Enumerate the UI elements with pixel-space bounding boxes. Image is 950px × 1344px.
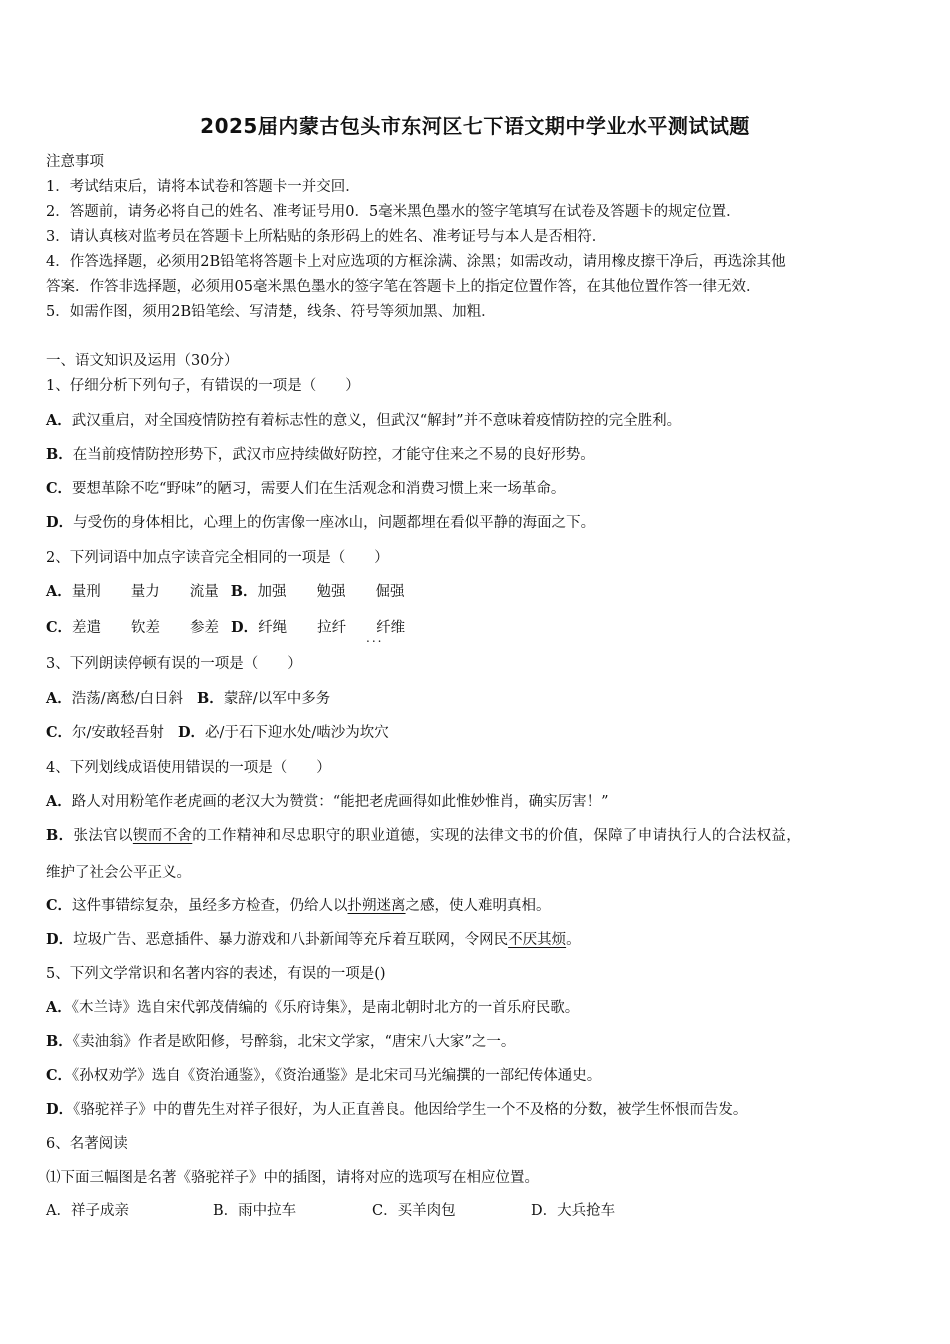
q1-option-d-text: 与受伤的身体相比，心理上的伤害像一座冰山，问题都埋在看似平静的海面之下。 (73, 515, 596, 531)
q5-option-d (46, 1100, 747, 1120)
q3-option-d-key: D． (177, 724, 206, 741)
q1-option-c-key: C． (46, 480, 73, 497)
q4-option-b-key: B． (46, 827, 74, 844)
q4-option-a (46, 792, 609, 812)
q4-option-b-text: 张法官以 (73, 828, 133, 844)
q2-word: 钦差 (131, 620, 161, 636)
q5-option-a-text: 《木兰诗》选自宋代郭茂倩编的《乐府诗集》，是南北朝时北方的一首乐府民歌。 (71, 1000, 580, 1016)
q3-option-b-text: 蒙辞/以军中多务 (223, 691, 331, 707)
q1-option-b-key: B． (46, 446, 73, 463)
q4-option-c-text: 这件事错综复杂，虽经多方检查，仍给人以 (72, 898, 348, 914)
q4-option-c (46, 896, 551, 916)
underlined-idiom: 扑朔迷离 (347, 898, 406, 914)
q1-option-d (46, 513, 595, 533)
q2-word: 流量 (189, 584, 219, 600)
q3-option-c-text: 尔/安敢轻吾射 (72, 725, 164, 741)
q5-option-b-key: B． (46, 1033, 73, 1050)
question-5-stem: 5、下列文学常识和名著内容的表述，有误的一项是() (46, 966, 386, 982)
notice-item-4-cont: 答案．作答非选择题，必须用05毫米黑色墨水的签字笔在答题卡上的指定位置作答，在其他位置作答一律无效． (46, 279, 761, 295)
notice-item-4: 4．作答选择题，必须用2B铅笔将答题卡上对应选项的方框涂满、涂黑；如需改动，请用橡皮擦干净后，再选涂其他 (46, 254, 786, 270)
q5-option-b-text: 《卖油翁》作者是欧阳修，号醉翁，北宋文学家，“唐宋八大家”之一。 (72, 1034, 516, 1050)
q2-word: 参差 (190, 620, 220, 636)
notice-item-1: 1．考试结束后，请将本试卷和答题卡一并交回． (46, 179, 360, 195)
q2-word: 差遣 (72, 620, 102, 636)
q4-option-b-text-rest: 的工作精神和尽忠职守的职业道德，实现的法律文书的价值，保障了申请执行人的合法权益， (192, 828, 802, 844)
q3-row-ab (46, 689, 330, 709)
q2-option-a-key: A． (46, 583, 72, 600)
q4-option-a-key: A． (46, 793, 72, 810)
q6-choice-c: C．买羊肉包 (372, 1203, 456, 1219)
q2-word: 量刑 (71, 584, 101, 600)
q3-option-c-key: C． (46, 724, 73, 741)
q4-option-d-text: 垃圾广告、恶意插件、暴力游戏和八卦新闻等充斥着互联网，令网民 (73, 932, 509, 948)
question-4-stem: 4、下列划线成语使用错误的一项是（ ） (46, 760, 331, 776)
underlined-idiom: 不厌其烦 (508, 932, 567, 948)
q1-option-d-key: D． (46, 514, 74, 531)
q2-word: 量力 (130, 584, 160, 600)
q2-word: 拉纤 (317, 620, 347, 636)
q4-option-c-key: C． (46, 897, 73, 914)
q4-option-d-text-rest: 。 (566, 932, 581, 948)
question-3-stem: 3、下列朗读停顿有误的一项是（ ） (46, 656, 302, 672)
q1-option-a (46, 411, 681, 431)
q4-option-d-key: D． (46, 931, 74, 948)
q2-option-c-key: C． (46, 619, 73, 636)
q6-choice-d: D．大兵抢车 (531, 1203, 616, 1219)
q3-row-cd (46, 723, 389, 743)
q3-option-d-text: 必/于石下迎水处/啮沙为坎穴 (205, 725, 389, 741)
q1-option-c-text: 要想革除不吃“野味”的陋习，需要人们在生活观念和消费习惯上来一场革命。 (72, 481, 566, 497)
q1-option-a-key: A． (46, 412, 72, 429)
q6-choice-b: B．雨中拉车 (213, 1203, 297, 1219)
q2-option-b-key: B． (230, 583, 258, 600)
q4-option-a-text: 路人对用粉笔作老虎画的老汉大为赞赏：“能把老虎画得如此惟妙惟肖，确实厉害！” (71, 794, 609, 810)
q1-option-a-text: 武汉重启，对全国疫情防控有着标志性的意义，但武汉“解封”并不意味着疫情防控的完全胜利。 (71, 413, 682, 429)
q1-option-c (46, 479, 565, 499)
notice-heading: 注意事项 (46, 154, 104, 170)
q5-option-c-text: 《孙权劝学》选自《资治通鉴》，《资治通鉴》是北宋司马光编撰的一部纪传体通史。 (72, 1068, 602, 1084)
q4-option-b-cont: 维护了社会公平正义。 (46, 865, 191, 881)
q5-option-d-key: D． (46, 1101, 74, 1118)
q5-option-d-text: 《骆驼祥子》中的曹先生对祥子很好，为人正直善良。他因给学生一个不及格的分数，被学生怀恨而告发。 (73, 1102, 748, 1118)
q1-option-b-text: 在当前疫情防控形势下，武汉市应持续做好防控，才能守住来之不易的良好形势。 (72, 447, 595, 463)
q5-option-a (46, 998, 579, 1018)
question-1-stem: 1、仔细分析下列句子，有错误的一项是（ ） (46, 378, 360, 394)
notice-item-3: 3．请认真核对监考员在答题卡上所粘贴的条形码上的姓名、准考证号与本人是否相符． (46, 229, 607, 245)
question-6-stem: 6、名著阅读 (46, 1136, 128, 1152)
q6-choices (46, 1201, 615, 1221)
q5-option-c (46, 1066, 601, 1086)
q2-row-ab (46, 582, 405, 602)
q4-option-b (46, 826, 801, 846)
notice-item-2: 2．答题前，请务必将自己的姓名、准考证号用0．5毫米黑色墨水的签字笔填写在试卷及答题卡的规定位置． (46, 204, 741, 220)
q3-option-a-key: A． (46, 690, 72, 707)
q2-row-cd (46, 618, 405, 638)
q1-option-b (46, 445, 595, 465)
q3-option-a-text: 浩荡/离愁/白日斜 (71, 691, 184, 707)
q5-option-a-key: A． (46, 999, 72, 1016)
q6-choice-a: A．祥子成亲 (46, 1203, 129, 1219)
q4-option-d (46, 930, 581, 950)
section-heading: 一、语文知识及运用（30分） (46, 353, 239, 369)
q6-sub-1: ⑴下面三幅图是名著《骆驼祥子》中的插图，请将对应的选项写在相应位置。 (46, 1170, 539, 1186)
q2-option-d-key: D． (231, 619, 259, 636)
emphasis-dots: ... (366, 631, 384, 645)
q5-option-c-key: C． (46, 1067, 73, 1084)
q2-word: 纤绳 (258, 620, 288, 636)
exam-title: 2025届内蒙古包头市东河区七下语文期中学业水平测试试题 (200, 114, 750, 138)
q2-word: 倔强 (375, 584, 405, 600)
q5-option-b (46, 1032, 515, 1052)
question-2-stem: 2、下列词语中加点字读音完全相同的一项是（ ） (46, 550, 389, 566)
q2-word: 勉强 (316, 584, 346, 600)
q3-option-b-key: B． (197, 690, 224, 707)
q2-word: 加强 (257, 584, 287, 600)
q2-word: 纤维 (376, 620, 406, 636)
notice-item-5: 5．如需作图，须用2B铅笔绘、写清楚，线条、符号等须加黑、加粗． (46, 304, 496, 320)
q4-option-c-text-rest: 之感，使人难明真相。 (405, 898, 551, 914)
underlined-idiom: 锲而不舍 (132, 828, 193, 844)
